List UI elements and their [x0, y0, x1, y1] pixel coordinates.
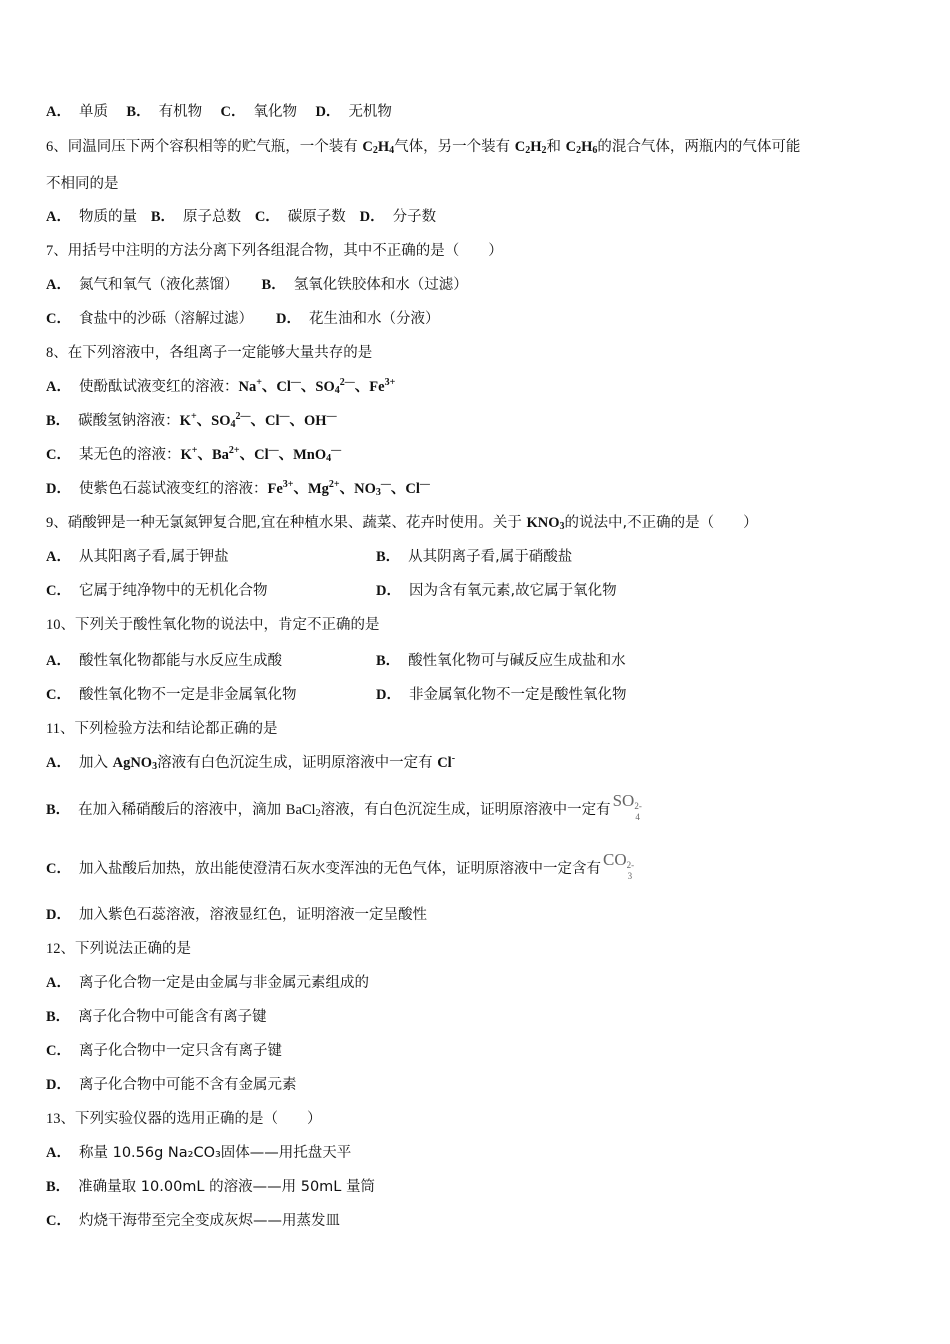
q5-option-b: 有机物: [158, 104, 203, 120]
q12-option-a: A． 离子化合物一定是由金属与非金属元素组成的: [46, 975, 369, 991]
q6-stem-cont: 不相同的是: [46, 176, 119, 192]
q12-option-d: D． 离子化合物中可能不含有金属元素: [46, 1077, 297, 1093]
formula-c2h6: $C_2H_6$: [565, 139, 598, 156]
ions-c: K+、$Ba^{2+}$、Cl—、MnO$_4$—: [180, 445, 342, 464]
q12-option-c: C． 离子化合物中一定只含有离子键: [46, 1043, 282, 1059]
q11-stem: 11、下列检验方法和结论都正确的是: [46, 721, 278, 737]
q5-option-d: 无机物: [348, 104, 392, 120]
q8-stem: 8、在下列溶液中，各组离子一定能够大量共存的是: [46, 345, 373, 361]
formula-agno3: AgNO$_3$: [112, 755, 158, 772]
q10-options-cd: C． 酸性氧化物不一定是非金属氧化物 D． 非金属氧化物不一定是酸性氧化物: [46, 687, 627, 703]
q9-stem: 9、硝酸钾是一种无氯氮钾复合肥,宜在种植水果、蔬菜、花卉时使用。关于 $KNO_3$的说法中,不正确的是（ ）: [46, 515, 758, 532]
formula-c2h4: $C_2H_4$: [362, 139, 395, 156]
q13-option-a: A． 称量 10.56g Na₂CO₃固体——用托盘天平: [46, 1145, 352, 1161]
q11-option-c: C． 加入盐酸后加热，放出能使澄清石灰水变浑浊的无色气体，证明原溶液中一定含有 CO 2- 3: [46, 858, 637, 879]
formula-c2h2: $C_2H_2$: [514, 139, 547, 156]
ions-a: Na+、Cl—、$SO_4^{2—}$、$Fe^{3+}$: [238, 377, 396, 396]
ions-b: K+、$SO_4^{2—}$、Cl—、OH—: [179, 411, 337, 430]
ions-d: $Fe^{3+}$、$Mg^{2+}$、$NO_3^—$、Cl—: [267, 479, 430, 498]
q13-option-c: C． 灼烧干海带至完全变成灰烬——用蒸发皿: [46, 1213, 340, 1229]
q9-options-cd: C． 它属于纯净物中的无机化合物 D． 因为含有氧元素,故它属于氧化物: [46, 583, 617, 599]
q6-options: A． 物质的量 B． 原子总数 C． 碳原子数 D． 分子数: [46, 209, 437, 225]
q7-options-ab: A． 氮气和氧气（液化蒸馏） B． 氢氧化铁胶体和水（过滤）: [46, 277, 468, 293]
q8-option-d: D． 使紫色石蕊试液变红的溶液：$Fe^{3+}$、$Mg^{2+}$、$NO_3^—$、Cl—: [46, 479, 430, 498]
q5-options: A． 单质 B． 有机物 C． 氧化物 D． 无机物: [46, 104, 392, 120]
q12-stem: 12、下列说法正确的是: [46, 941, 191, 957]
q8-option-c: C． 某无色的溶液：K+、$Ba^{2+}$、Cl—、MnO$_4$—: [46, 445, 342, 464]
q7-options-cd: C． 食盐中的沙砾（溶解过滤） D． 花生油和水（分液）: [46, 311, 440, 327]
formula-image-co3: CO 2- 3: [602, 850, 635, 881]
q6-stem: 6、同温同压下两个容积相等的贮气瓶，一个装有 $C_2H_4$气体，另一个装有 $C_2H_2$和 $C_2H_6$的混合气体，两瓶内的气体可能: [46, 139, 801, 156]
q13-option-b: B． 准确量取 10.00mL 的溶液——用 50mL 量筒: [46, 1179, 375, 1195]
q12-option-b: B． 离子化合物中可能含有离子键: [46, 1009, 267, 1025]
q7-stem: 7、用括号中注明的方法分离下列各组混合物，其中不正确的是（ ）: [46, 243, 503, 259]
q10-options-ab: A． 酸性氧化物都能与水反应生成酸 B． 酸性氧化物可与碱反应生成盐和水: [46, 653, 626, 669]
formula-bacl2: BaCl$_2$: [285, 802, 321, 819]
q5-option-c: 氧化物: [253, 104, 298, 120]
q9-options-ab: A． 从其阳离子看,属于钾盐 B． 从其阴离子看,属于硝酸盐: [46, 549, 573, 565]
q11-option-a: A． 加入 AgNO$_3$溶液有白色沉淀生成，证明原溶液中一定有 Cl-: [46, 753, 456, 772]
q8-option-b: B． 碳酸氢钠溶液：K+、$SO_4^{2—}$、Cl—、OH—: [46, 411, 337, 430]
q10-stem: 10、下列关于酸性氧化物的说法中，肯定不正确的是: [46, 617, 380, 633]
q11-option-d: D． 加入紫色石蕊溶液，溶液显红色，证明溶液一定呈酸性: [46, 907, 427, 923]
q5-option-a: 单质: [78, 104, 108, 120]
formula-kno3: $KNO_3$: [526, 515, 565, 532]
q11-option-b: B． 在加入稀硝酸后的溶液中，滴加 BaCl$_2$溶液，有白色沉淀生成，证明原溶液中一定有 SO 2- 4: [46, 799, 644, 820]
q13-stem: 13、下列实验仪器的选用正确的是（ ）: [46, 1111, 322, 1127]
ion-cl: Cl-: [437, 753, 456, 771]
formula-image-so4: SO 2- 4: [612, 791, 642, 822]
q8-option-a: A． 使酚酞试液变红的溶液：Na+、Cl—、$SO_4^{2—}$、$Fe^{3+}$: [46, 377, 396, 396]
